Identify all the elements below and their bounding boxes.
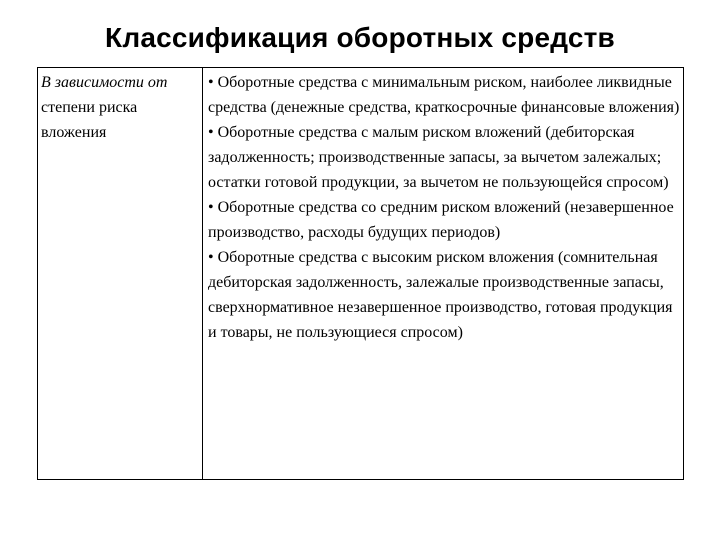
- classification-table: [37, 67, 684, 480]
- page-title: Классификация оборотных средств: [105, 22, 615, 53]
- list-item: • Оборотные средства с высоким риском вложения (сомнительная дебиторская задолженность, залежалые производственные запасы, сверхнормативное незавершенное производство, готовая продукция и товары, не пользующиеся спросом): [208, 249, 673, 341]
- criterion-cell: [38, 68, 203, 479]
- criterion-text: степени риска вложения: [41, 99, 138, 141]
- list-item: • Оборотные средства с минимальным риском, наиболее ликвидные средства (денежные средства, краткосрочные финансовые вложения): [208, 74, 680, 116]
- items-cell: [203, 68, 683, 479]
- list-item: • Оборотные средства с малым риском вложений (дебиторская задолженность; производственные запасы, за вычетом залежалых; остатки готовой продукции, за вычетом не пользующейся спросом): [208, 124, 669, 191]
- criterion-italic-text: В зависимости от: [41, 74, 168, 91]
- list-item: • Оборотные средства со средним риском вложений (незавершенное производство, расходы будущих периодов): [208, 199, 674, 241]
